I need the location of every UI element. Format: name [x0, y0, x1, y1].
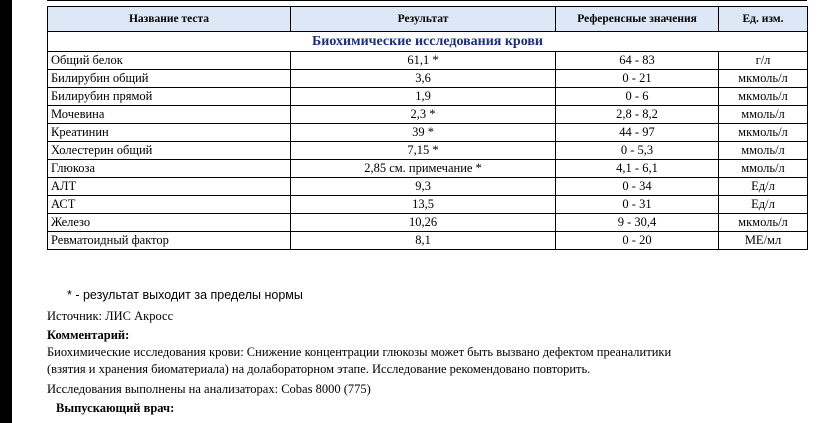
- test-name: Мочевина: [48, 106, 291, 124]
- test-reference: 0 - 6: [556, 88, 719, 106]
- header-unit: Ед. изм.: [719, 7, 808, 32]
- test-name: Ревматоидный фактор: [48, 232, 291, 250]
- analyzers-line: Исследования выполнены на анализаторах: Cobas 8000 (775): [47, 382, 371, 396]
- test-unit: г/л: [719, 52, 808, 70]
- section-title: Биохимические исследования крови: [48, 32, 808, 52]
- test-name: Глюкоза: [48, 160, 291, 178]
- comment-line-1: Биохимические исследования крови: Снижение концентрации глюкозы может быть вызвано дефектом преаналитики: [47, 345, 672, 359]
- test-result: 9,3: [291, 178, 556, 196]
- table-row: [48, 88, 808, 106]
- test-result: 2,85 см. примечание *: [291, 160, 556, 178]
- header-result: Результат: [291, 7, 556, 32]
- test-result: 2,3 *: [291, 106, 556, 124]
- test-unit: МЕ/мл: [719, 232, 808, 250]
- test-unit: мкмоль/л: [719, 214, 808, 232]
- test-reference: 0 - 20: [556, 232, 719, 250]
- table-row: [48, 124, 808, 142]
- test-reference: 9 - 30,4: [556, 214, 719, 232]
- test-name: Холестерин общий: [48, 142, 291, 160]
- test-result: 8,1: [291, 232, 556, 250]
- results-table: [47, 6, 808, 250]
- test-reference: 44 - 97: [556, 124, 719, 142]
- test-unit: мкмоль/л: [719, 88, 808, 106]
- test-result: 39 *: [291, 124, 556, 142]
- test-unit: мкмоль/л: [719, 124, 808, 142]
- test-name: АЛТ: [48, 178, 291, 196]
- source-line: Источник: ЛИС Акросс: [47, 309, 174, 323]
- test-result: 13,5: [291, 196, 556, 214]
- test-name: АСТ: [48, 196, 291, 214]
- doctor-label: Выпускающий врач:: [56, 401, 175, 415]
- table-row: [48, 106, 808, 124]
- header-row: [48, 7, 808, 32]
- table-row: [48, 160, 808, 178]
- header-test-name: Название теста: [48, 7, 291, 32]
- test-result: 1,9: [291, 88, 556, 106]
- header-reference: Референсные значения: [556, 7, 719, 32]
- comment-label: Комментарий:: [47, 328, 130, 342]
- test-result: 3,6: [291, 70, 556, 88]
- test-result: 61,1 *: [291, 52, 556, 70]
- test-reference: 0 - 34: [556, 178, 719, 196]
- test-name: Билирубин общий: [48, 70, 291, 88]
- test-name: Билирубин прямой: [48, 88, 291, 106]
- section-row: [48, 32, 808, 52]
- top-border-line: [47, 0, 807, 1]
- test-reference: 0 - 31: [556, 196, 719, 214]
- table-row: [48, 52, 808, 70]
- table-row: [48, 70, 808, 88]
- test-unit: ммоль/л: [719, 142, 808, 160]
- table-row: [48, 232, 808, 250]
- test-unit: ммоль/л: [719, 160, 808, 178]
- table-row: [48, 196, 808, 214]
- footnote: * - результат выходит за пределы нормы: [67, 288, 303, 302]
- test-name: Железо: [48, 214, 291, 232]
- table-row: [48, 142, 808, 160]
- test-reference: 0 - 21: [556, 70, 719, 88]
- test-result: 10,26: [291, 214, 556, 232]
- table-row: [48, 178, 808, 196]
- test-result: 7,15 *: [291, 142, 556, 160]
- table-row: [48, 214, 808, 232]
- test-name: Креатинин: [48, 124, 291, 142]
- comment-line-2: (взятия и хранения биоматериала) на долабораторном этапе. Исследование рекомендовано повторить.: [47, 362, 591, 376]
- test-unit: ммоль/л: [719, 106, 808, 124]
- test-reference: 64 - 83: [556, 52, 719, 70]
- test-reference: 4,1 - 6,1: [556, 160, 719, 178]
- test-reference: 2,8 - 8,2: [556, 106, 719, 124]
- test-unit: Ед/л: [719, 178, 808, 196]
- test-name: Общий белок: [48, 52, 291, 70]
- test-unit: мкмоль/л: [719, 70, 808, 88]
- test-unit: Ед/л: [719, 196, 808, 214]
- test-reference: 0 - 5,3: [556, 142, 719, 160]
- left-edge-bar: [0, 0, 12, 423]
